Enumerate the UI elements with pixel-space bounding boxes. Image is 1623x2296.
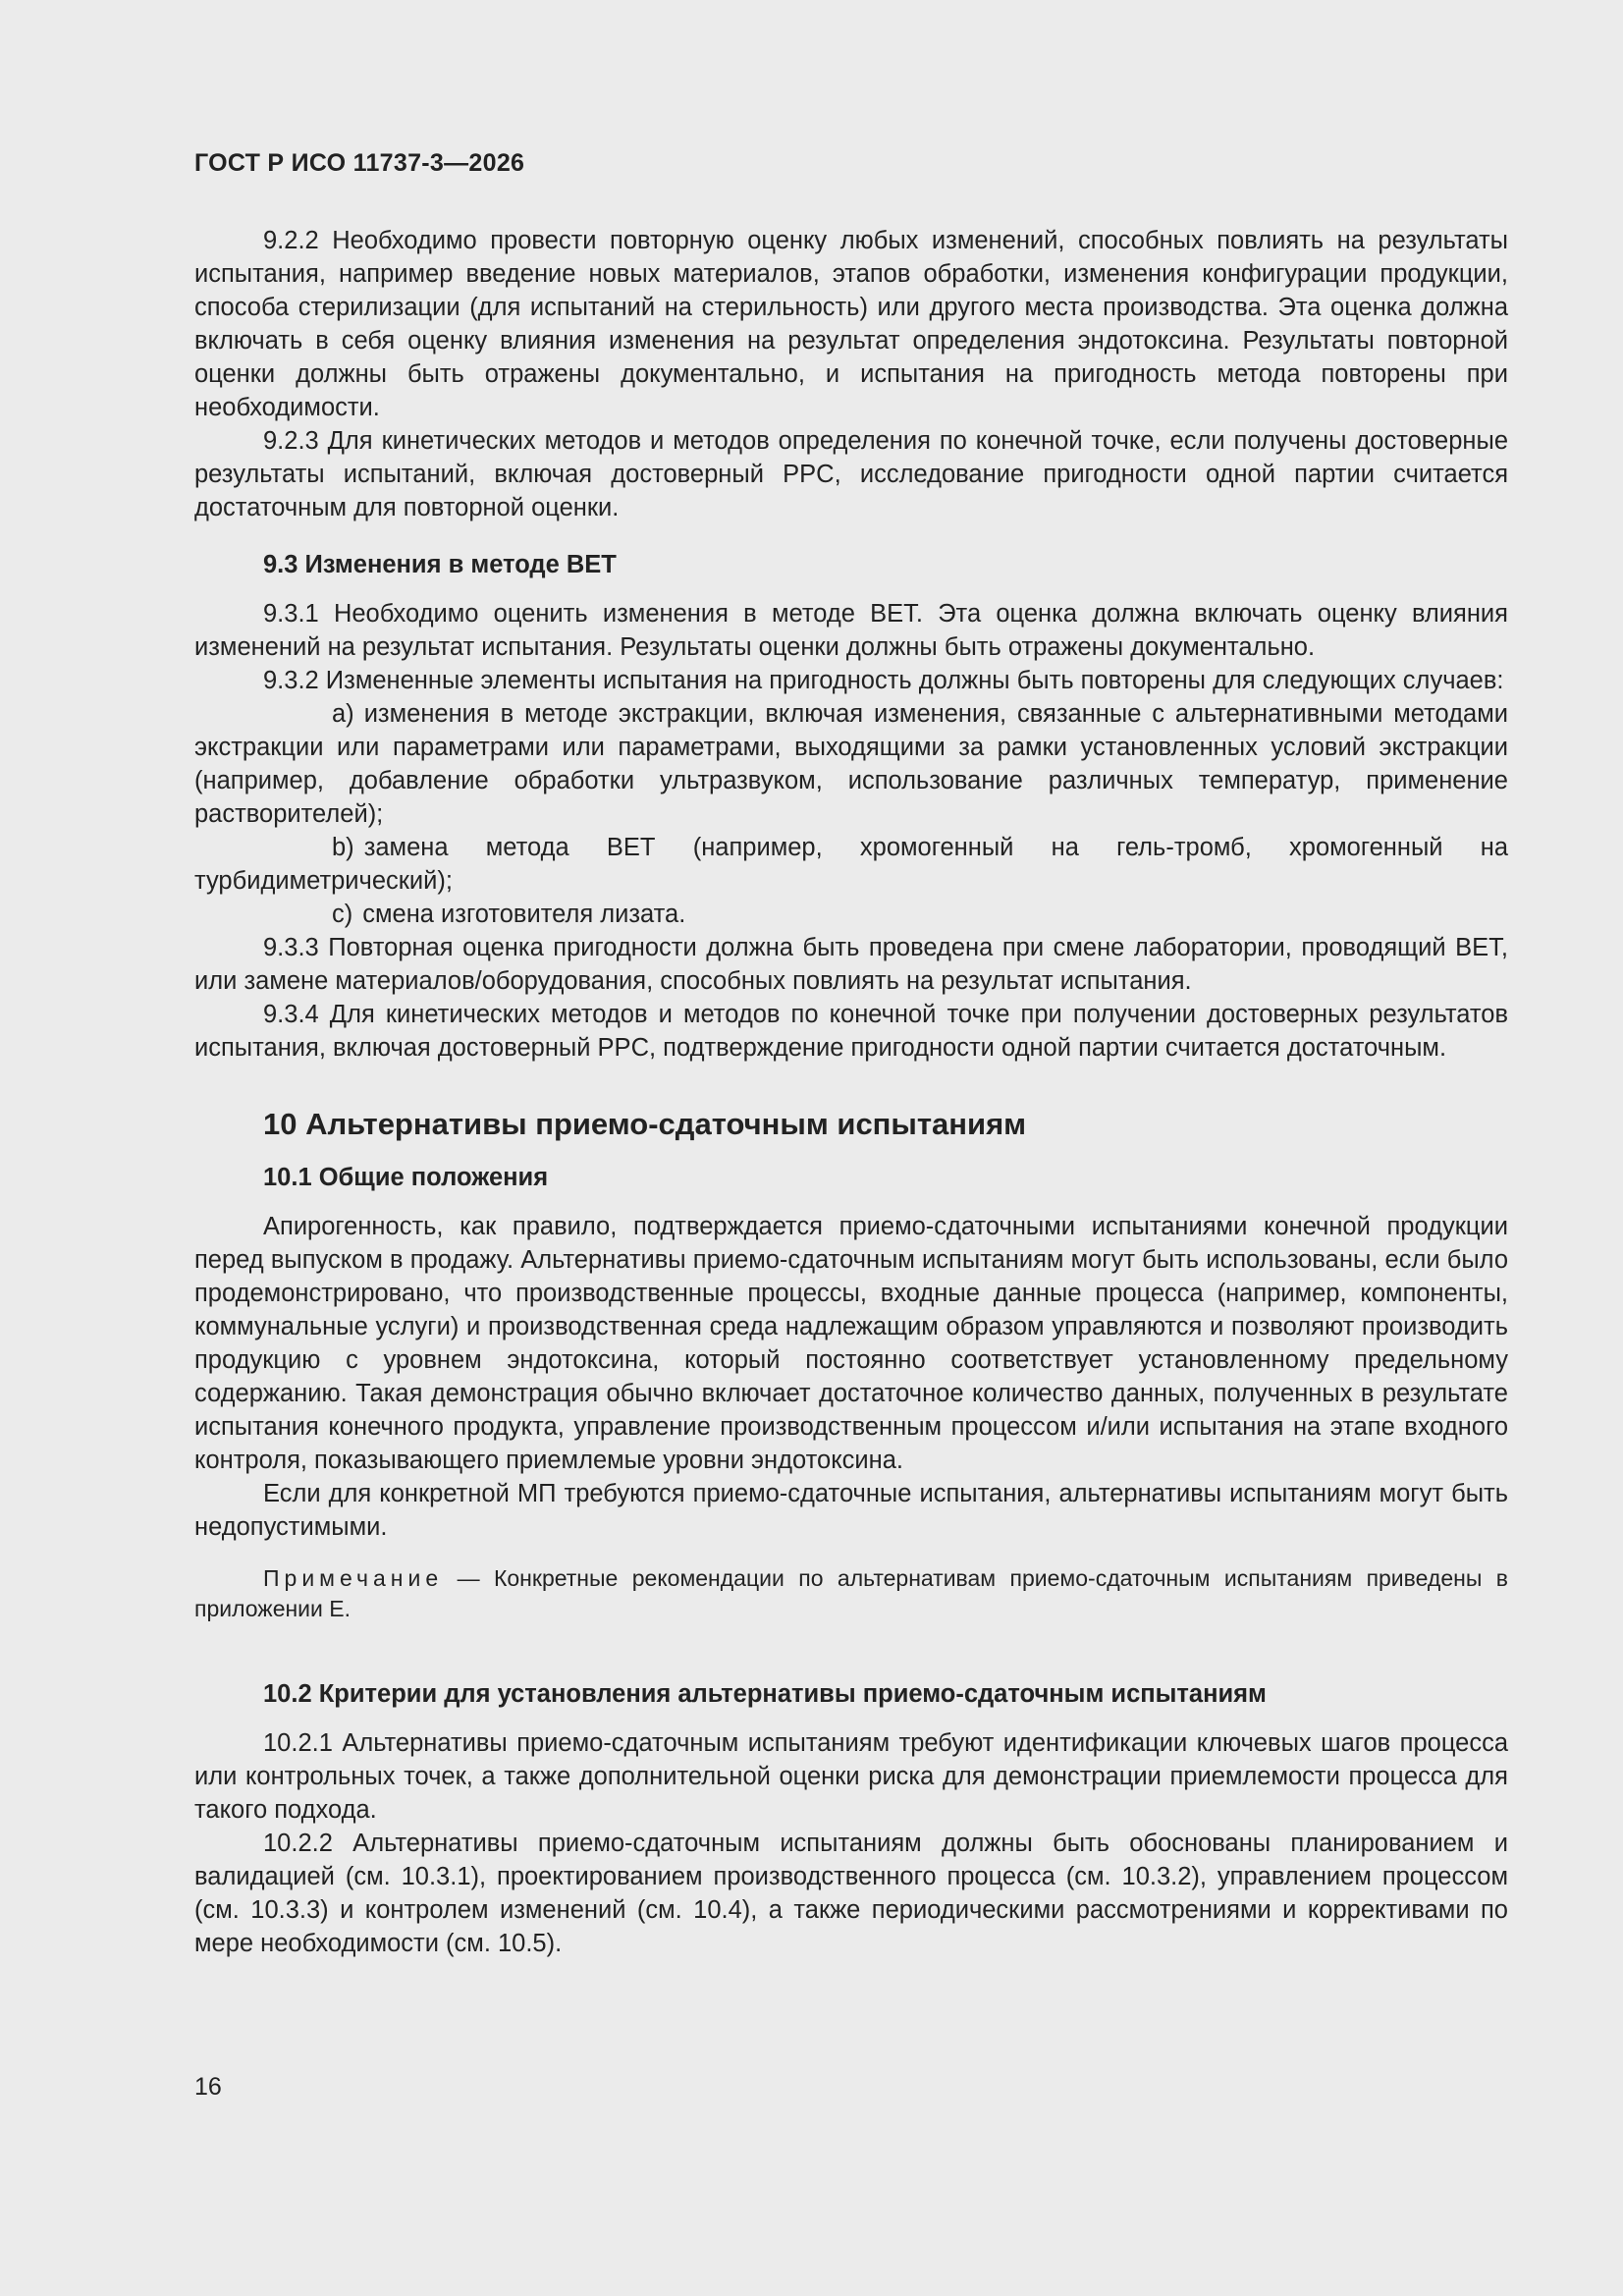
list-item-text: изменения в методе экстракции, включая изменения, связанные с альтернативными методами экстракции или параметрами или параметрами, выходящими за рамки установленных условий экстракции (например, добавление обработки ультразвуком, использование различных температур, применение растворителей); (194, 700, 1508, 828)
paragraph-9-3-2: 9.3.2 Измененные элементы испытания на пригодность должны быть повторены для следующих случаев: (263, 667, 1504, 694)
document-body (194, 224, 1508, 1960)
list-item-b (194, 831, 1508, 898)
list-item-c (194, 898, 1508, 931)
paragraph-10-2-1: 10.2.1 Альтернативы приемо-сдаточным испытаниям требуют идентификации ключевых шагов процесса или контрольных точек, а также дополнительной оценки риска для демонстрации приемлемости процесса для такого подхода. (194, 1729, 1508, 1824)
paragraph-9-3-3: 9.3.3 Повторная оценка пригодности должна быть проведена при смене лаборатории, проводящий ВЕТ, или замене материалов/оборудования, способных повлиять на результат испытания. (194, 934, 1508, 995)
paragraph-9-3-4: 9.3.4 Для кинетических методов и методов по конечной точке при получении достоверных результатов испытания, включая достоверный PPC, подтверждение пригодности одной партии считается достаточным. (194, 1001, 1508, 1062)
heading-10-1: 10.1 Общие положения (263, 1164, 549, 1191)
list-item-text: смена изготовителя лизата. (362, 901, 686, 928)
paragraph-9-3-1: 9.3.1 Необходимо оценить изменения в методе ВЕТ. Эта оценка должна включать оценку влияния изменений на результат испытания. Результаты оценки должны быть отражены документально. (194, 600, 1508, 661)
note-text: — Конкретные рекомендации по альтернативам приемо-сдаточным испытаниям приведены в приложении Е. (194, 1565, 1508, 1621)
paragraph-10-2-2: 10.2.2 Альтернативы приемо-сдаточным испытаниям должны быть обоснованы планированием и валидацией (см. 10.3.1), проектированием производственного процесса (см. 10.3.2), управлением процессом (см. 10.3.3) и контролем изменений (см. 10.4), а также периодическими рассмотрениями и коррективами по мере необходимости (см. 10.5). (194, 1830, 1508, 1957)
list-item-marker: c) (332, 901, 353, 928)
heading-9-3: 9.3 Изменения в методе ВЕТ (263, 551, 617, 578)
page-number: 16 (194, 2073, 222, 2101)
list-item-marker: a) (332, 700, 354, 728)
note-label: Примечание (263, 1565, 444, 1591)
list-item-a (194, 697, 1508, 831)
document-header: ГОСТ Р ИСО 11737-3—2026 (194, 149, 525, 177)
paragraph-10-1-a: Апирогенность, как правило, подтверждается приемо-сдаточными испытаниями конечной продукции перед выпуском в продажу. Альтернативы приемо-сдаточным испытаниям могут быть использованы, если было продемонстрировано, что производственные процессы, входные данные процесса (например, компоненты, коммунальные услуги) и производственная среда надлежащим образом управляются и позволяют производить продукцию с уровнем эндотоксина, который постоянно соответствует установленному предельному содержанию. Такая демонстрация обычно включает достаточное количество данных, полученных в результате испытания конечного продукта, управление производственным процессом и/или испытания на этапе входного контроля, показывающего приемлемые уровни эндотоксина. (194, 1213, 1508, 1474)
list-item-marker: b) (332, 834, 354, 861)
paragraph-9-2-3: 9.2.3 Для кинетических методов и методов определения по конечной точке, если получены достоверные результаты испытаний, включая достоверный PPC, исследование пригодности одной партии считается достаточным для повторной оценки. (194, 427, 1508, 521)
note (194, 1563, 1508, 1624)
list-item-text: замена метода ВЕТ (например, хромогенный на гель-тромб, хромогенный на турбидиметрический); (194, 834, 1508, 895)
paragraph-10-1-b: Если для конкретной МП требуются приемо-сдаточные испытания, альтернативы испытаниям могут быть недопустимыми. (194, 1480, 1508, 1541)
section-heading-10: 10 Альтернативы приемо-сдаточным испытаниям (263, 1107, 1027, 1141)
paragraph-9-2-2: 9.2.2 Необходимо провести повторную оценку любых изменений, способных повлиять на результаты испытания, например введение новых материалов, этапов обработки, изменения конфигурации продукции, способа стерилизации (для испытаний на стерильность) или другого места производства. Эта оценка должна включать в себя оценку влияния изменения на результат определения эндотоксина. Результаты повторной оценки должны быть отражены документально, и испытания на пригодность метода повторены при необходимости. (194, 227, 1508, 421)
heading-10-2: 10.2 Критерии для установления альтернативы приемо-сдаточным испытаниям (263, 1680, 1267, 1708)
